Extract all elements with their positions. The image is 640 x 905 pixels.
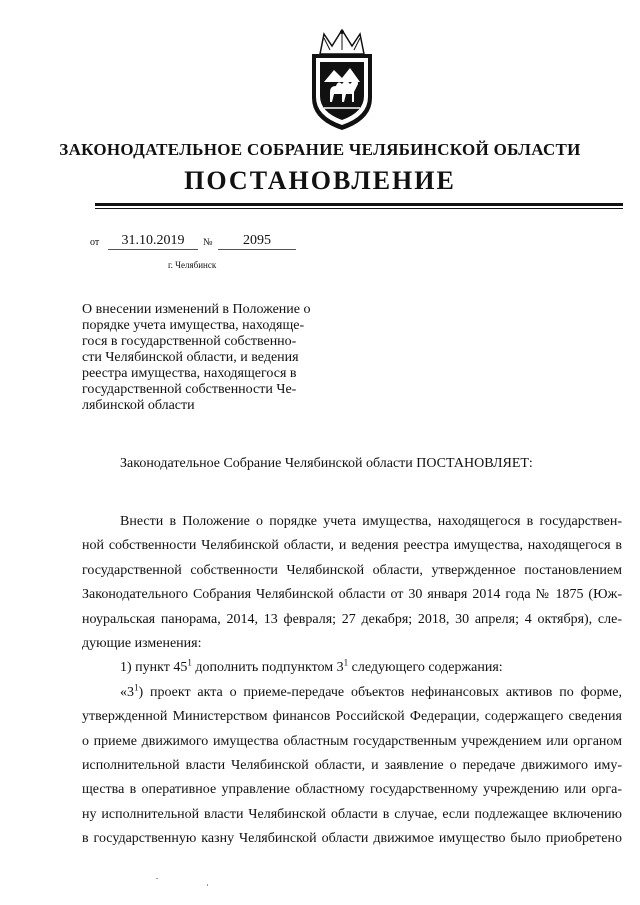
document-type-title: ПОСТАНОВЛЕНИЕ bbox=[184, 166, 456, 195]
coat-of-arms-emblem bbox=[300, 28, 384, 132]
number-label: № bbox=[203, 237, 213, 248]
quote-line: исполнительной власти Челябинской области, и заявление о передаче движимого иму- bbox=[82, 757, 622, 773]
subject-line: порядке учета имущества, находяще- bbox=[82, 318, 305, 333]
subject-line: лябинской области bbox=[82, 398, 195, 413]
document-body bbox=[82, 510, 622, 851]
header-rule-thin bbox=[95, 208, 623, 209]
quote-line: в государственную казну Челябинской области движимое имущество было приобретено bbox=[82, 831, 622, 847]
city-label: г. Челябинск bbox=[168, 260, 217, 270]
body-line: ной собственности Челябинской области, и ведения реестра имущества, находящегося в bbox=[82, 538, 622, 554]
quote-line: утвержденной Министерством финансов Российской Федерации, содержащего сведения bbox=[82, 709, 622, 725]
quote-line: ну исполнительной власти Челябинской области в случае, если подлежащее включению bbox=[82, 806, 622, 822]
body-line: государственной собственности Челябинской области, утвержденное постановлением bbox=[82, 562, 622, 578]
subject-line: реестра имущества, находящегося в bbox=[82, 366, 297, 381]
body-line: Законодательного Собрания Челябинской области от 30 января 2014 года № 1875 (Юж- bbox=[82, 587, 622, 603]
document-number: 2095 bbox=[218, 233, 296, 250]
subject-line: сти Челябинской области, и ведения bbox=[82, 350, 299, 365]
organization-name: ЗАКОНОДАТЕЛЬНОЕ СОБРАНИЕ ЧЕЛЯБИНСКОЙ ОБЛАСТИ bbox=[59, 140, 581, 159]
preamble: Законодательное Собрание Челябинской области ПОСТАНОВЛЯЕТ: bbox=[120, 456, 533, 471]
quote-first-line: «$3^1$) проект акта о приеме-передаче объектов нефинансовых активов по форме, bbox=[120, 682, 622, 700]
item-1: 1) пункт $45^1$ дополнить подпунктом $3^1$ следующего содержания: bbox=[120, 657, 503, 676]
scan-speck bbox=[156, 878, 158, 879]
body-line: дующие изменения: bbox=[82, 635, 202, 651]
quote-line: щества в оперативное управление областному государственному учреждению или орга- bbox=[82, 782, 622, 798]
document-date: 31.10.2019 bbox=[108, 233, 198, 250]
header-rule-thick bbox=[95, 203, 623, 206]
subject-line: государственной собственности Че- bbox=[82, 382, 297, 397]
scan-speck bbox=[207, 884, 208, 886]
body-line: Внести в Положение о порядке учета имущества, находящегося в государствен- bbox=[120, 514, 622, 529]
body-line: ноуральская панорама, 2014, 13 февраля; 27 декабря; 2018, 30 апреля; 4 октября), сле- bbox=[82, 611, 622, 627]
subject-line: О внесении изменений в Положение о bbox=[82, 302, 311, 317]
date-label: от bbox=[90, 237, 100, 248]
quote-line: о приеме движимого имущества областным государственным учреждением или органом bbox=[82, 733, 622, 749]
document-subject bbox=[82, 302, 312, 414]
subject-line: гося в государственной собственно- bbox=[82, 334, 297, 349]
